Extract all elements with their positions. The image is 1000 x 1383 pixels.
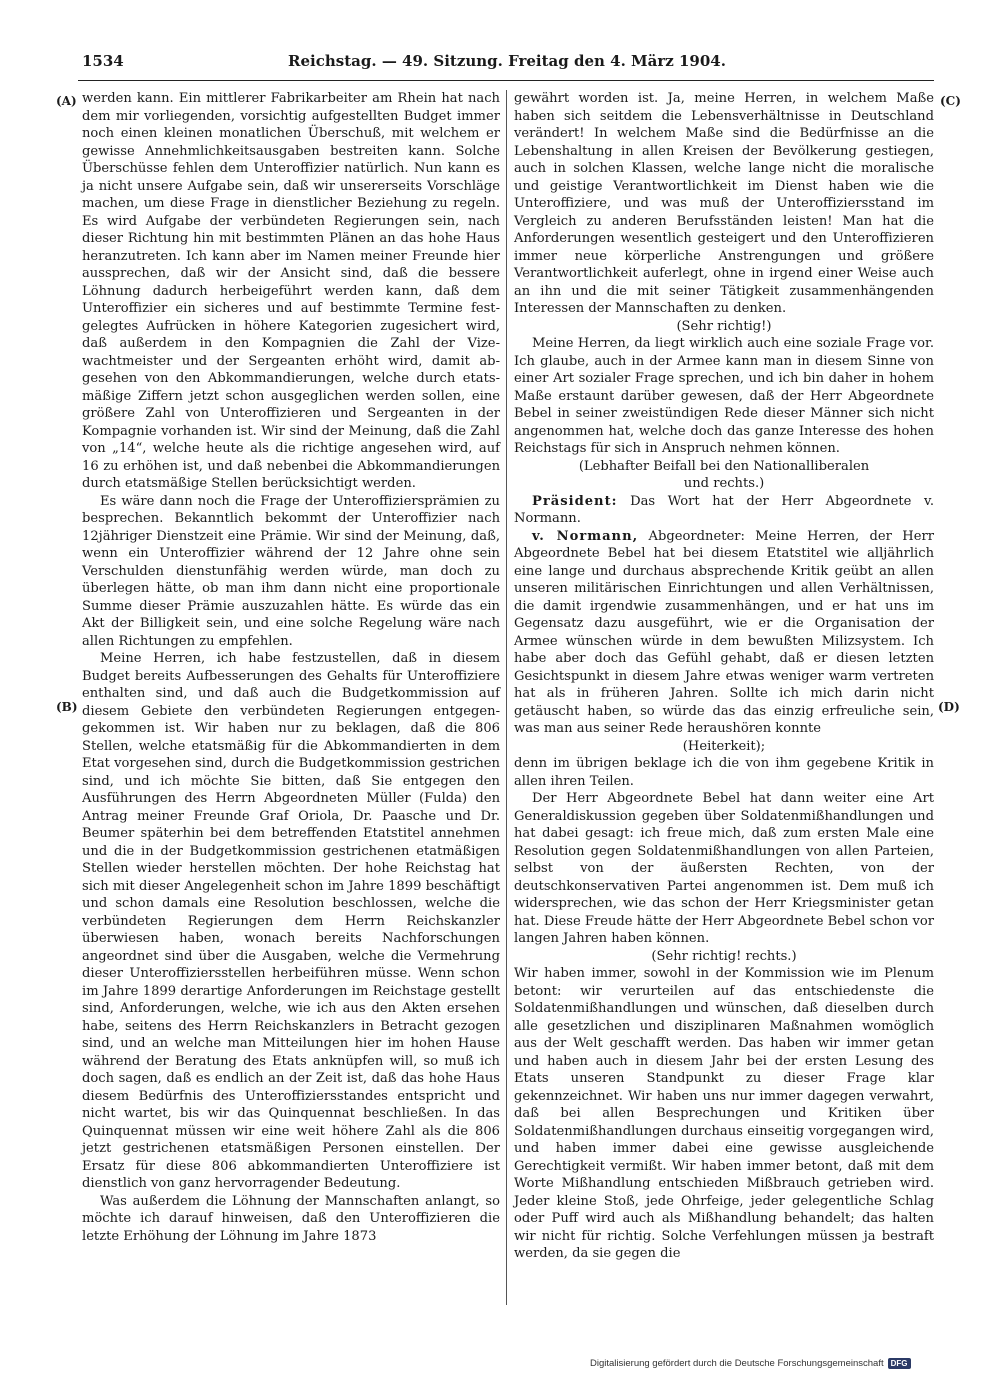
paragraph: Meine Herren, ich habe festzustellen, daß in diesem Budget bereits Aufbesserungen des Gehalts für Unteroffiziere enthalten sind, und daß auch die Budgetkommission auf diesem Gebiete den verbündeten Regierungen entgegengekommen ist. Wir haben nur zu beklagen, daß die 806 Stellen, welche etatsmäßig für die Abkommandierten in dem Etat vorgesehen sind, durch die Budgetkommission gestrichen sind, und ich möchte Sie bitten, daß Sie entgegen den Ausführungen des Herrn Abgeordneten Müller (Fulda) den Antrag meiner Freunde Graf Oriola, Dr. Paasche und Dr. Beumer späterhin bei dem betreffenden Etatstitel annehmen und die in der Budgetkommission gestrichenen etatmäßigen Stellen wieder herstellen möchten. Der hohe Reichstag hat sich mit dieser Angelegenheit schon im Jahre 1899 beschäftigt und schon damals eine Resolution beschlossen, welche die verbündeten Regierungen dem Herrn Reichskanzler überwiesen haben, wonach bereits Nachforschungen angeordnet sind über die Ausgaben, welche die Vermehrung dieser Unteroffiziersstellen herbeiführen müsse. Wenn schon im Jahre 1899 derartige Anforderungen im Reichstage gestellt sind, Anforderungen, welche, wie ich aus den Akten ersehen habe, seitens des Herrn Reichskanzlers in Betracht gezogen sind, und an welche man Mitteilungen hier im hohen Hause während der Beratung des Etats anknüpfen will, so muß ich doch sagen, daß es endlich an der Zeit ist, daß das hohe Haus diesem Bedürfnis des Unteroffiziersstandes entspricht und nicht wartet, bis wir das Quinquennat beschließen. In das Quinquennat müssen wir eine weit höhere Zahl als die 806 jetzt gestrichenen etatsmäßigen Personen einstellen. Der Ersatz für diese 806 abkommandierten Unteroffiziere ist dienstlich von ganz hervorragender Bedeutung. [82, 651, 500, 1191]
paragraph: werden kann. Ein mittlerer Fabrikarbeiter am Rhein hat nach dem mir vorliegenden, vorsichtig aufgestellten Budget immer noch einen kleinen monatlichen Überschuß, mit welchem er gewisse Annehmlichkeitsausgaben bestreiten kann. Solche Überschüsse fehlen dem Unteroffizier natürlich. Nun kann es ja nicht unsere Aufgabe sein, daß wir unsererseits Vorschläge machen, um diese Frage in dienstlicher Beziehung zu regeln. Es wird Aufgabe der verbündeten Regierungen sein, nach dieser Richtung hin mit bestimmten Plänen an das hohe Haus heranzutreten. Ich kann aber im Namen meiner Freunde hier aussprechen, daß wir der Ansicht sind, daß die bessere Löhnung dadurch herbeigeführt werden kann, daß dem Unteroffizier ein sicheres und auf bestimmte Termine festgelegtes Aufrücken in höhere Kategorien zugesichert wird, daß außerdem in den Kompagnien die Zahl der Vizewachtmeister und der Sergeanten erhöht wird, damit abgesehen von den Abkommandierungen, welche durch etatsmäßige Ziffern jetzt schon ausgeglichen werden sollen, eine größere Zahl von Unteroffizieren und Sergeanten in der Kompagnie vorhanden ist. Wir sind der Meinung, daß die Zahl von „14“, welche heute als die richtige angesehen wird, auf 16 zu erhöhen ist, und daß nebenbei die Abkommandierungen durch etatsmäßige Stellen berücksichtigt werden. [82, 91, 500, 491]
footer-credit: Digitalisierung gefördert durch die Deutsche Forschungsgemeinschaft [590, 1358, 884, 1369]
interjection: (Sehr richtig! rechts.) [651, 948, 797, 964]
president-label: Präsident: [532, 493, 618, 509]
paragraph: denn im übrigen beklage ich die von ihm gegebene Kritik in allen ihren Teilen. [514, 756, 934, 789]
president-statement [514, 493, 934, 528]
speaker-label: v. Normann, [532, 528, 639, 544]
footer [590, 1358, 911, 1369]
running-header [82, 52, 932, 74]
page-number: 1534 [82, 52, 124, 70]
paragraph: Es wäre dann noch die Frage der Unteroffiziersprämien zu besprechen. Bekanntlich bekommt der Unteroffizier nach 12jähriger Dienstzeit eine Prämie. Wir sind der Meinung, daß, wenn ein Unteroffizier während der 12 Jahre ohne sein Verschulden dienstunfähig werden würde, man doch zu überlegen hätte, ob man ihm dann nicht eine proportionale Summe dieser Prämie auszuzahlen hätte. Es würde das ein Akt der Billigkeit sein, und eine solche Regelung wäre nach allen Richtungen zu empfehlen. [82, 493, 500, 649]
paragraph: Wir haben immer, sowohl in der Kommission wie im Plenum betont: wir verurteilen auf das entschiedenste die Soldatenmißhandlungen und wünschen, daß dieselben durch alle gesetzlichen und disziplinaren Maßnahmen womöglich aus der Welt geschafft werden. Das haben wir immer getan und haben auch in diesem Jahr bei der ersten Lesung des Etats unseren Standpunkt zu dieser Frage klar gekennzeichnet. Wir haben uns nur immer dagegen verwahrt, daß bei allen Besprechungen und Kritiken über Soldatenmißhandlungen durchaus einseitig vorgegangen wird, und haben immer dabei eine gewisse ausgleichende Gerechtigkeit vermißt. Wir haben immer betont, daß mit dem Worte Mißhandlung entschieden Mißbrauch getrieben wird. Jeder kleine Stoß, jede Ohrfeige, jeder gelegentliche Schlag oder Puff wird auch als Mißhandlung behandelt; das halten wir nicht für richtig. Solche Verfehlungen müssen ja bestraft werden, da sie gegen die [514, 966, 934, 1261]
interjection: (Heiterkeit); [682, 738, 766, 754]
right-column [514, 90, 934, 1263]
speaker-text: Abgeordneter: Meine Herren, der Herr Abgeordnete Bebel hat bei diesem Etatstitel wie alljährlich eine lange und durchaus absprechende Kritik geübt an allen unseren militärischen Einrichtungen und allen Verhältnissen, die damit irgendwie zusammenhängen, und er hat uns im Gegensatz dazu ausgeführt, wie er die Organisation der Armee wünschen würde in dem bewußten Milizsystem. Ich habe aber doch das Gefühl gehabt, daß er diesen letzten Gesichtspunkt in diesem Jahre etwas weniger warm vertreten hat als in früheren Jahren. Sollte ich mich darin nicht getäuscht haben, so würde das das einzig erfreuliche sein, was man aus seiner Rede heraushören konnte [514, 528, 934, 736]
interjection: und rechts.) [683, 476, 765, 491]
paragraph: gewährt worden ist. Ja, meine Herren, in welchem Maße haben sich seitdem die Lebensverhältnisse in Deutschland verändert! In welchem Maße sind die Bedürfnisse an die Lebenshaltung in allen Kreisen der Bevölkerung gestiegen, auch in solchen Klassen, welche lange nicht die moralische und geistige Verantwortlichkeit im Dienst haben wie die Unteroffiziere, und was muß der Unteroffiziersstand im Vergleich zu anderen Berufsständen leisten! Man hat die Anforderungen wesentlich gesteigert und den Unteroffizieren immer neue körperliche Anstrengungen und größere Verantwortlichkeit auferlegt, ohne in irgend einer Weise auch an ihn und die mit seiner Tätigkeit zusammenhängenden Interessen der Mannschaften zu denken. [514, 91, 934, 316]
margin-marker-a: (A) [56, 94, 77, 108]
left-column [82, 90, 500, 1245]
margin-marker-d: (D) [938, 700, 960, 714]
dfg-logo-icon: DFG [888, 1358, 911, 1369]
interjection: (Sehr richtig!) [676, 318, 772, 334]
running-title: Reichstag. — 49. Sitzung. Freitag den 4. März 1904. [288, 52, 726, 70]
paragraph: Der Herr Abgeordnete Bebel hat dann weiter eine Art Generaldiskussion gegeben über Soldatenmißhandlungen und hat dabei gesagt: ich freue mich, daß zum ersten Male eine Resolution gegen Soldatenmißhandlungen von allen Parteien, selbst von der äußersten Rechten, von der deutschkonservativen Partei angenommen ist. Dem muß ich widersprechen, wie das schon der Herr Kriegsminister getan hat. Diese Freude hätte der Herr Abgeordnete Bebel schon vor langen Jahren haben können. [514, 791, 934, 946]
margin-marker-c: (C) [940, 94, 961, 108]
paragraph: Was außerdem die Löhnung der Mannschaften anlangt, so möchte ich darauf hinweisen, daß den Unteroffizieren die letzte Erhöhung der Löhnung im Jahre 1873 [82, 1193, 500, 1244]
paragraph: Meine Herren, da liegt wirklich auch eine soziale Frage vor. Ich glaube, auch in der Armee kann man in diesem Sinne von einer Art sozialer Frage sprechen, und ich bin daher in hohem Maße erstaunt darüber gewesen, daß der Herr Abgeordnete Bebel in seiner zweistündigen Rede dieser Männer sich nicht angenommen hat, welche doch das ganze Interesse des hohen Reichstags für sich in Anspruch nehmen können. [514, 336, 934, 456]
header-rule [78, 80, 934, 81]
speaker-statement [514, 528, 934, 738]
column-divider [506, 90, 507, 1305]
margin-marker-b: (B) [56, 700, 78, 714]
interjection: (Lebhafter Beifall bei den Nationalliberalen [578, 458, 870, 474]
president-text: Das Wort hat der Herr Abgeordnete v. Normann. [514, 493, 934, 526]
